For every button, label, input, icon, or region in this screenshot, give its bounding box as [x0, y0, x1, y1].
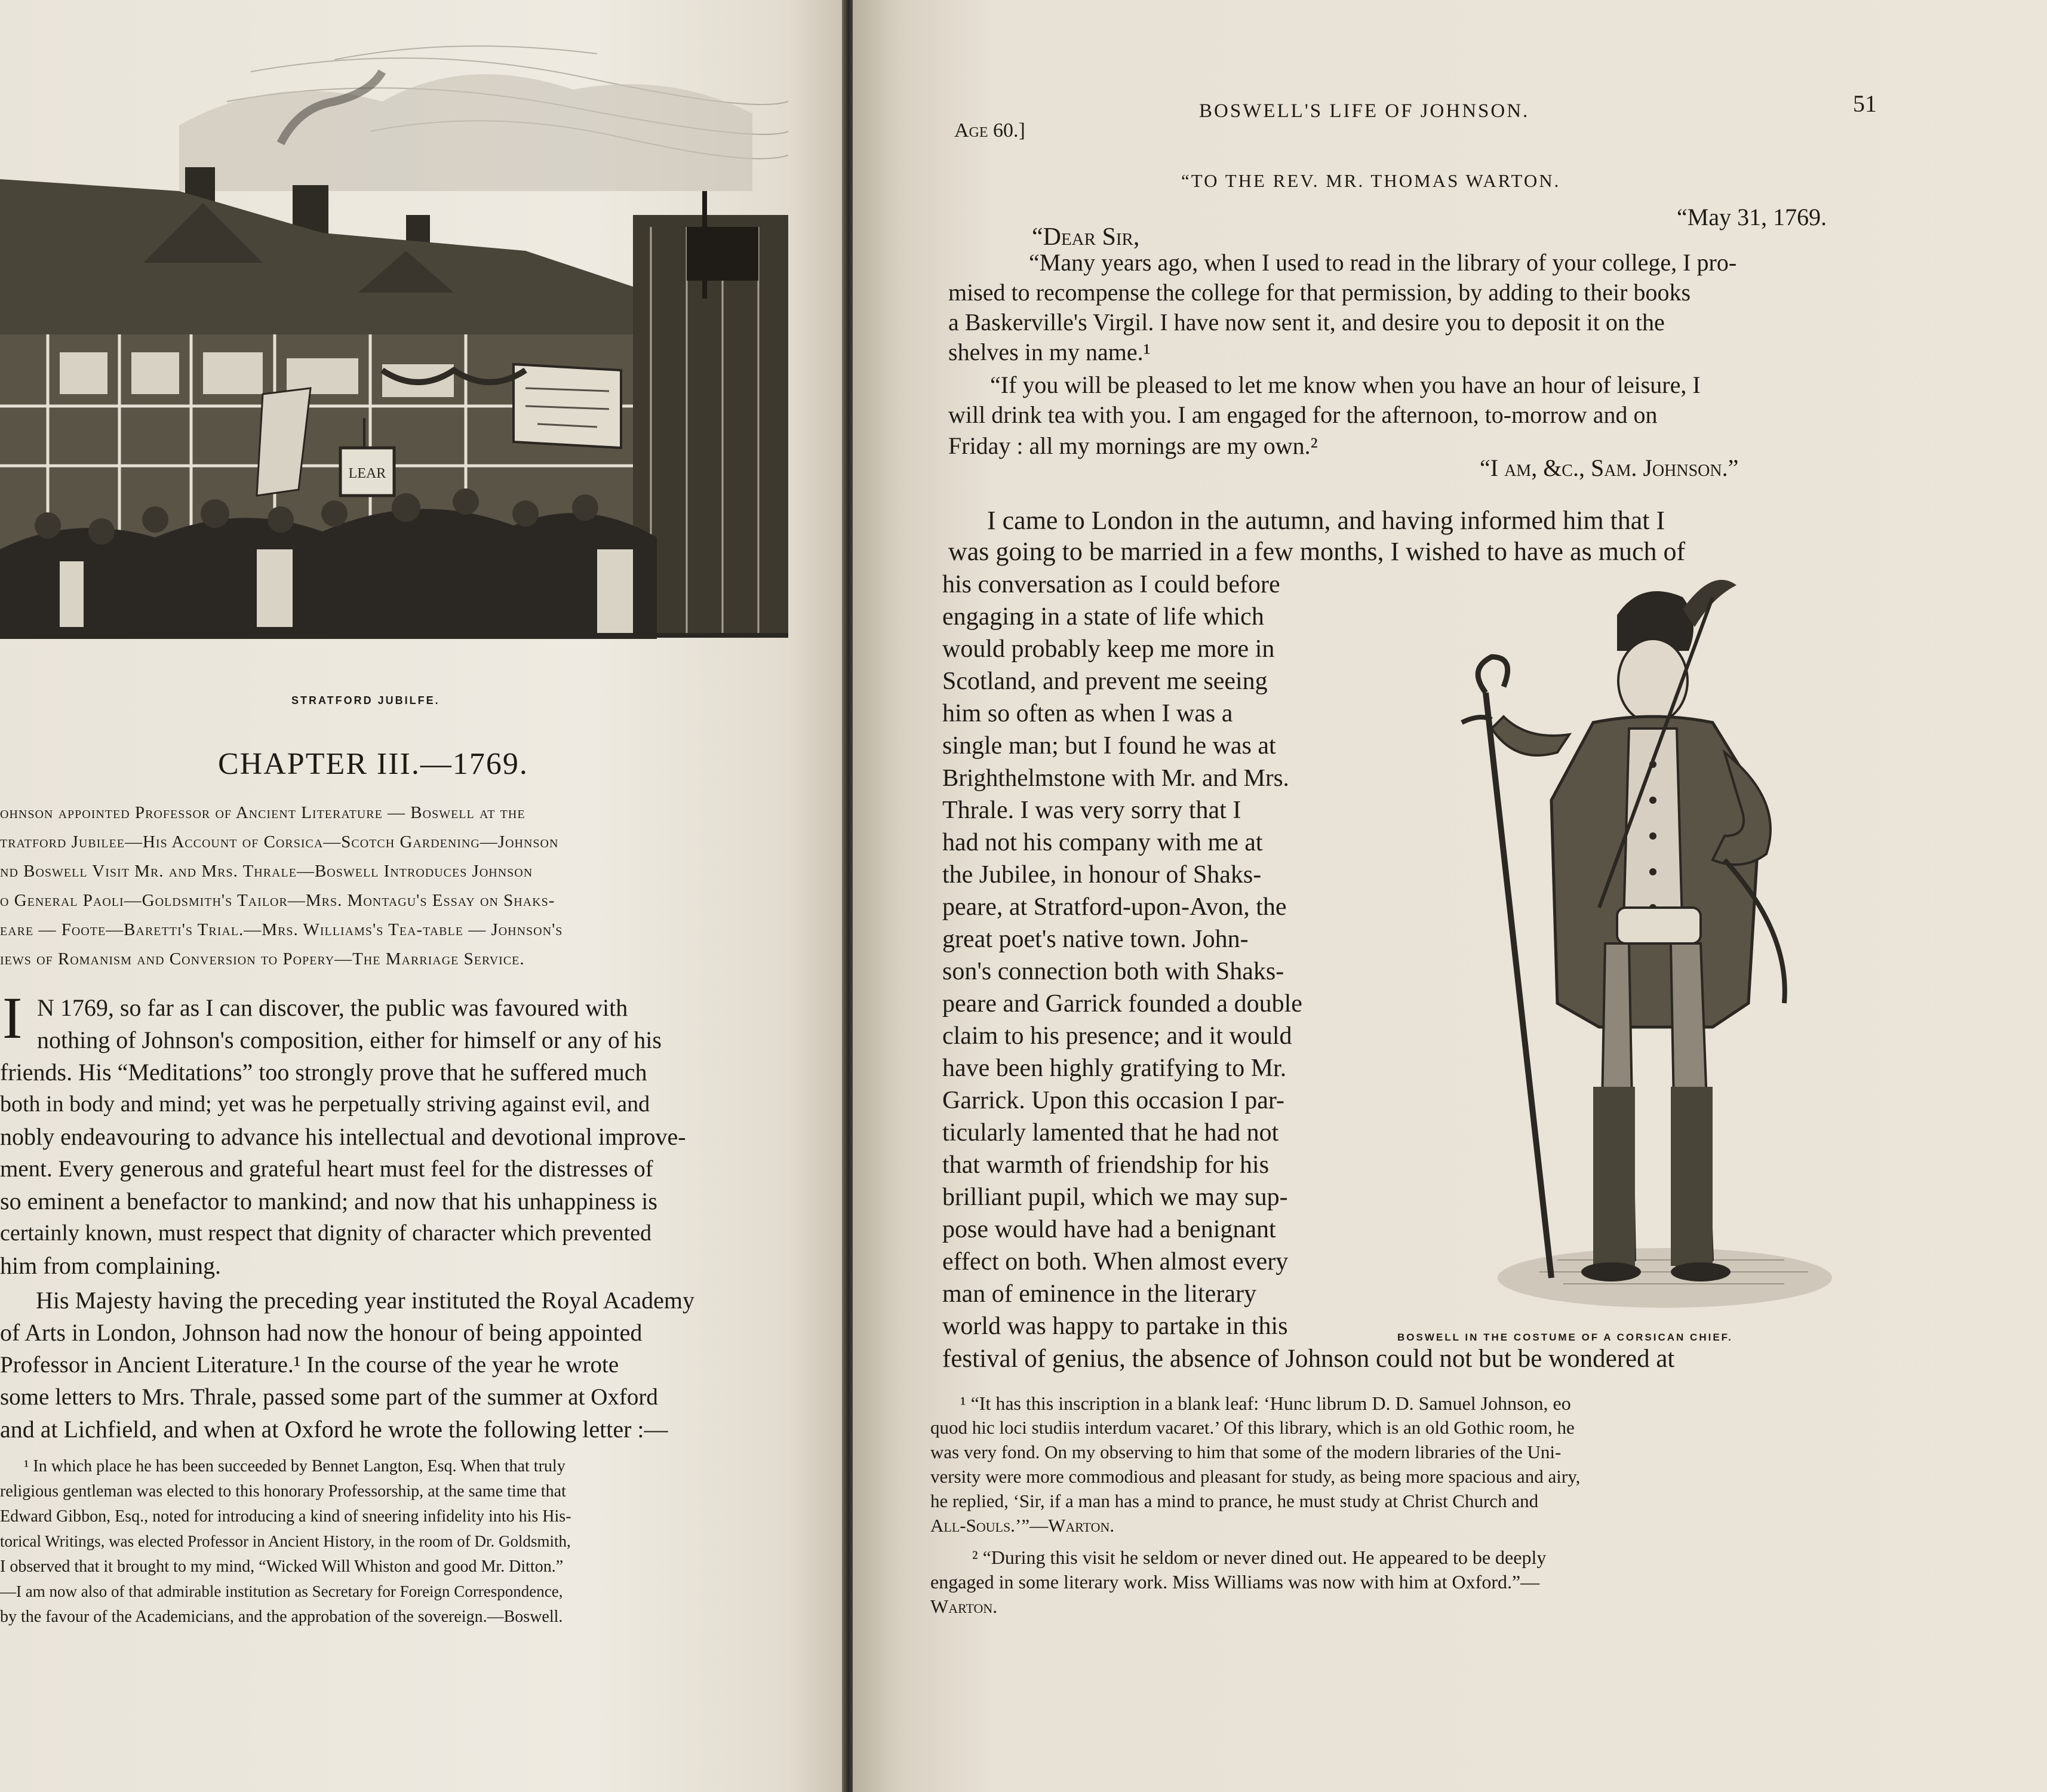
running-head-age: Age 60.] — [954, 119, 1025, 142]
body-line: effect on both. When almost every — [942, 1248, 1289, 1275]
body-line: pose would have had a benignant — [942, 1216, 1276, 1243]
corsican-chief-illustration — [1402, 573, 1868, 1320]
footnote-line: by the favour of the Academicians, and the approbation of the sovereign.—Boswell. — [0, 1607, 563, 1626]
summary-line: iews of Romanism and Conversion to Popery—The Marriage Service. — [0, 949, 525, 969]
footnote-line: versity were more commodious and pleasant for study, as being more spacious and airy, — [930, 1466, 1581, 1487]
footnote-line: I observed that it brought to my mind, “Wicked Will Whiston and good Mr. Ditton.” — [0, 1557, 564, 1576]
body-line: ticularly lamented that he had not — [942, 1119, 1279, 1146]
body-line: His Majesty having the preceding year instituted the Royal Academy — [36, 1287, 695, 1314]
footnote-line: ¹ “It has this inscription in a blank leaf: ‘Hunc librum D. D. Samuel Johnson, eo — [960, 1393, 1571, 1414]
running-head-title: BOSWELL'S LIFE OF JOHNSON. — [1199, 100, 1530, 122]
body-line: of Arts in London, Johnson had now the honour of being appointed — [0, 1319, 643, 1346]
body-line: world was happy to partake in this — [942, 1313, 1288, 1340]
letter-line: a Baskerville's Virgil. I have now sent it, and desire you to deposit it on the — [948, 309, 1665, 336]
left-page — [0, 0, 847, 1792]
letter-line: Friday : all my mornings are my own.² — [948, 432, 1318, 459]
body-line: that warmth of friendship for his — [942, 1151, 1270, 1179]
body-line: Garrick. Upon this occasion I par- — [942, 1087, 1284, 1114]
body-line: was going to be married in a few months, I wished to have as much of — [948, 537, 1686, 566]
drop-cap: I — [2, 985, 23, 1051]
body-line: peare and Garrick founded a double — [942, 990, 1302, 1018]
body-line: Thrale. I was very sorry that I — [942, 797, 1241, 824]
footnote-line: —I am now also of that admirable institution as Secretary for Foreign Correspondence, — [0, 1582, 563, 1600]
body-line: claim to his presence; and it would — [942, 1022, 1292, 1050]
footnote-line: Warton. — [930, 1596, 998, 1617]
footnote-line: ¹ In which place he has been succeeded by Bennet Langton, Esq. When that truly — [24, 1457, 565, 1476]
body-line: both in body and mind; yet was he perpetually striving against evil, and — [0, 1092, 650, 1117]
body-line: I came to London in the autumn, and having informed him that I — [987, 506, 1665, 535]
letter-line: will drink tea with you. I am engaged for the afternoon, to-morrow and on — [948, 401, 1658, 428]
body-line: brilliant pupil, which we may sup- — [942, 1184, 1288, 1211]
body-line: and at Lichfield, and when at Oxford he wrote the following letter :— — [0, 1416, 668, 1443]
footnote-line: All-Souls.’”—Warton. — [930, 1515, 1115, 1536]
stratford-jubilee-illustration — [0, 36, 788, 681]
letter-line: mised to recompense the college for that permission, by adding to their books — [948, 279, 1691, 306]
body-line: some letters to Mrs. Thrale, passed some part of the summer at Oxford — [0, 1384, 658, 1410]
letter-salutation: “Dear Sir, — [1032, 223, 1140, 251]
body-line: N 1769, so far as I can discover, the public was favoured with — [37, 994, 628, 1021]
footnote-line: engaged in some literary work. Miss Williams was now with him at Oxford.”— — [930, 1571, 1540, 1593]
body-line: son's connection both with Shaks- — [942, 958, 1284, 985]
footnote-line: was very fond. On my observing to him that some of the modern libraries of the Uni- — [930, 1441, 1562, 1462]
body-line: the Jubilee, in honour of Shaks- — [942, 861, 1262, 889]
body-line: festival of genius, the absence of Johnson could not but be wondered at — [942, 1345, 1675, 1373]
figure-caption: BOSWELL IN THE COSTUME OF A CORSICAN CHIEF. — [1397, 1332, 1733, 1343]
summary-line: ohnson appointed Professor of Ancient Literature — Boswell at the — [0, 803, 525, 822]
summary-line: nd Boswell Visit Mr. and Mrs. Thrale—Boswell Introduces Johnson — [0, 862, 533, 881]
body-line: Professor in Ancient Literature.¹ In the course of the year he wrote — [0, 1352, 619, 1378]
body-line: single man; but I found he was at — [942, 732, 1276, 760]
illustration-caption: STRATFORD JUBILFE. — [291, 694, 440, 706]
inn-sign-text: LEAR — [348, 466, 386, 481]
body-line: nobly endeavouring to advance his intellectual and devotional improve- — [0, 1123, 686, 1150]
body-line: his conversation as I could before — [942, 571, 1280, 598]
footnote-line: torical Writings, was elected Professor in Ancient History, in the room of Dr. Goldsmith, — [0, 1532, 571, 1550]
footnote-line: quod hic loci studiis interdum vacaret.’ Of this library, which is an old Gothic room, he — [930, 1417, 1575, 1438]
summary-line: o General Paoli—Goldsmith's Tailor—Mrs. Montagu's Essay on Shaks- — [0, 891, 555, 910]
letter-line: “If you will be pleased to let me know when you have an hour of leisure, I — [990, 371, 1701, 398]
letter-line: shelves in my name.¹ — [948, 339, 1151, 365]
body-line: would probably keep me more in — [942, 635, 1275, 663]
chapter-title: CHAPTER III.—1769. — [218, 747, 528, 781]
footnote-line: Edward Gibbon, Esq., noted for introducing a kind of sneering infidelity into his His- — [0, 1507, 571, 1526]
letter-date: “May 31, 1769. — [1677, 204, 1827, 230]
body-line: nothing of Johnson's composition, either for himself or any of his — [37, 1026, 662, 1053]
right-page — [853, 0, 2047, 1792]
body-line: him so often as when I was a — [942, 700, 1233, 727]
body-line: him from complaining. — [0, 1252, 221, 1279]
body-line: ment. Every generous and grateful heart must feel for the distresses of — [0, 1156, 653, 1182]
page-number: 51 — [1853, 90, 1877, 117]
body-line: peare, at Stratford-upon-Avon, the — [942, 893, 1287, 921]
summary-line: tratford Jubilee—His Account of Corsica—Scotch Gardening—Johnson — [0, 832, 559, 852]
footnote-line: he replied, ‘Sir, if a man has a mind to prance, he must study at Christ Church and — [930, 1490, 1539, 1511]
letter-heading: “TO THE REV. MR. THOMAS WARTON. — [1181, 170, 1561, 191]
footnote-line: ² “During this visit he seldom or never dined out. He appeared to be deeply — [972, 1547, 1547, 1568]
body-line: so eminent a benefactor to mankind; and now that his unhappiness is — [0, 1188, 657, 1215]
body-line: had not his company with me at — [942, 829, 1263, 856]
letter-signature: “I am, &c., Sam. Johnson.” — [1480, 454, 1739, 481]
body-line: certainly known, must respect that dignity of character which prevented — [0, 1221, 652, 1246]
body-line: engaging in a state of life which — [942, 603, 1264, 631]
body-line: Brighthelmstone with Mr. and Mrs. — [942, 764, 1289, 791]
body-line: Scotland, and prevent me seeing — [942, 668, 1268, 695]
summary-line: eare — Foote—Baretti's Trial.—Mrs. Williams's Tea-table — Johnson's — [0, 920, 563, 939]
footnote-line: religious gentleman was elected to this honorary Professorship, at the same time that — [0, 1482, 566, 1501]
body-line: man of eminence in the literary — [942, 1280, 1256, 1308]
body-line: great poet's native town. John- — [942, 926, 1249, 953]
body-line: friends. His “Meditations” too strongly prove that he suffered much — [0, 1059, 647, 1086]
letter-line: “Many years ago, when I used to read in the library of your college, I pro- — [1029, 249, 1737, 276]
body-line: have been highly gratifying to Mr. — [942, 1055, 1287, 1082]
